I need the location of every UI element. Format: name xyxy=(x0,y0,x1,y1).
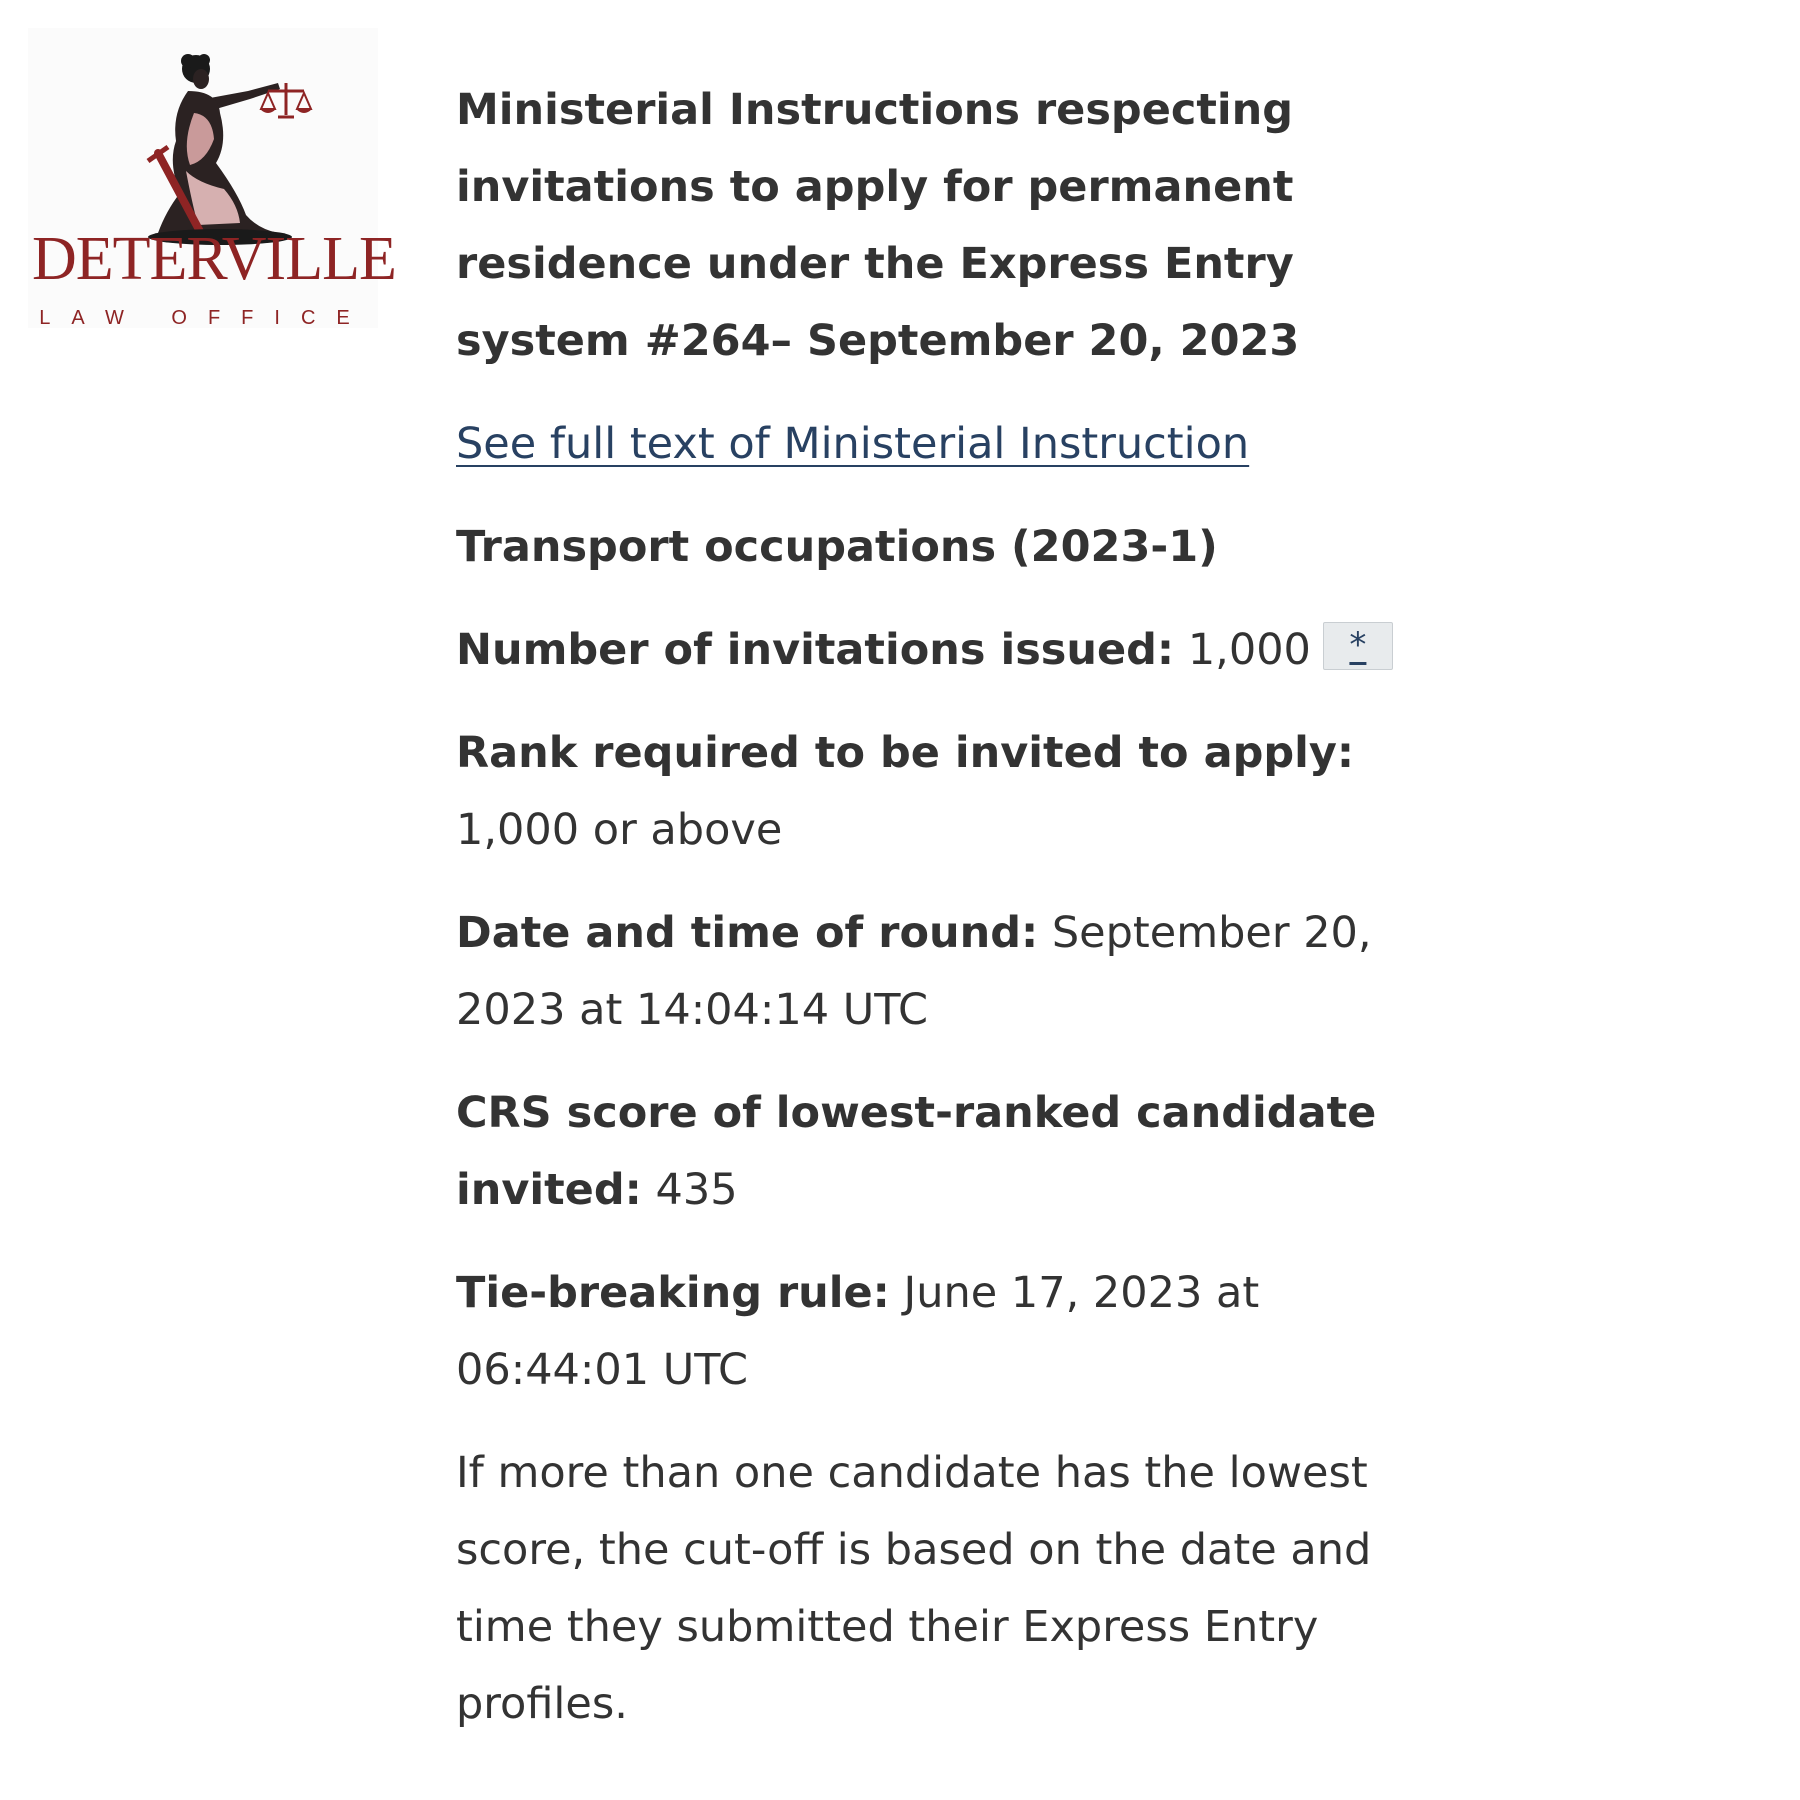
full-text-paragraph xyxy=(456,406,1416,483)
round-date-row xyxy=(456,895,1416,1049)
rank-label: Rank required to be invited to apply: xyxy=(456,728,1355,778)
round-date-value: September 20, 2023 at 14:04:14 UTC xyxy=(456,908,1372,1035)
deterville-logo xyxy=(28,28,396,329)
rank-value: 1,000 or above xyxy=(456,805,783,855)
page-title: Ministerial Instructions respecting invitations to apply for permanent residence under the Express Entry system #264– September 20, 2023 xyxy=(456,85,1300,366)
lady-justice-icon xyxy=(128,43,328,253)
category-heading: Transport occupations (2023-1) xyxy=(456,522,1218,572)
full-text-link[interactable]: See full text of Ministerial Instruction xyxy=(456,419,1250,469)
logo-subtitle: LAW OFFICE xyxy=(39,307,371,329)
invitations-row xyxy=(456,612,1416,689)
invitations-label: Number of invitations issued: xyxy=(456,625,1175,675)
tie-breaking-value: June 17, 2023 at 06:44:01 UTC xyxy=(456,1268,1260,1395)
round-date-label: Date and time of round: xyxy=(456,908,1039,958)
tie-breaking-row xyxy=(456,1255,1416,1409)
crs-score-label: CRS score of lowest-ranked candidate invited: xyxy=(456,1088,1377,1215)
rank-row xyxy=(456,715,1416,869)
footnote-link[interactable]: * xyxy=(1323,622,1393,670)
invitations-value: 1,000 xyxy=(1187,625,1311,675)
document-body xyxy=(456,72,1416,1743)
crs-score-row xyxy=(456,1075,1416,1229)
tie-breaking-note: If more than one candidate has the lowest score, the cut-off is based on the date and time they submitted their Express Entry profiles. xyxy=(456,1448,1372,1729)
logo-wordmark: DETERVILLE xyxy=(32,225,396,293)
crs-score-value: 435 xyxy=(655,1165,738,1215)
tie-breaking-label: Tie-breaking rule: xyxy=(456,1268,890,1318)
